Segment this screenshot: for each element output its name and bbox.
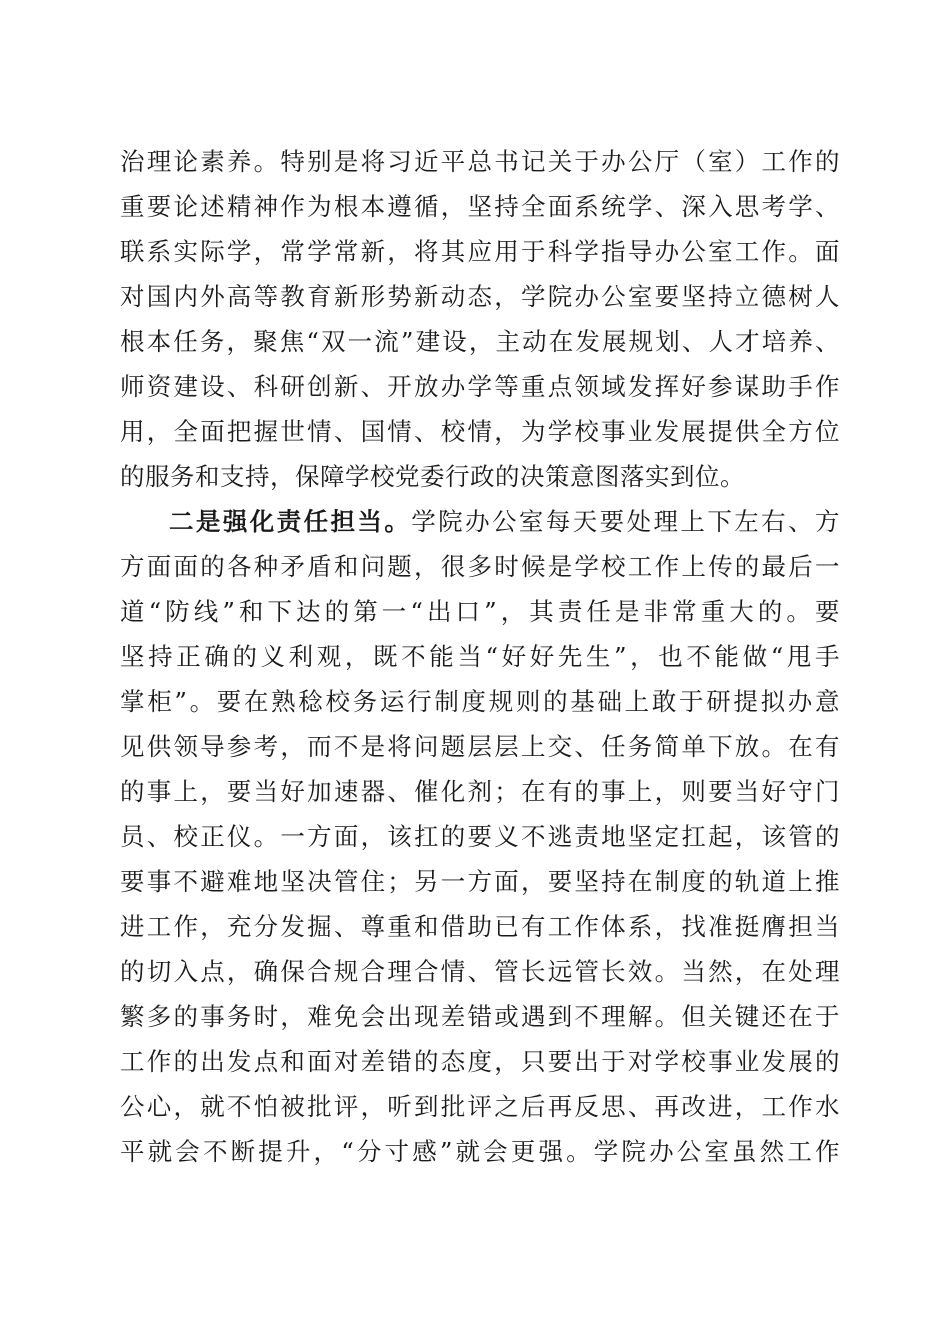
text-line: 对国内外高等教育新形势新动态，学院办公室要坚持立德树人	[120, 282, 840, 311]
text-line: 的事上，要当好加速器、催化剂；在有的事上，则要当好守门	[120, 777, 840, 806]
text-line: 重要论述精神作为根本遵循，坚持全面系统学、深入思考学、	[120, 192, 840, 221]
text-line: 平就会不断提升，“分寸感”就会更强。学院办公室虽然工作	[120, 1137, 840, 1166]
paragraph-1	[120, 139, 840, 499]
paragraph-2-first-line	[120, 499, 840, 544]
text-line: 治理论素养。特别是将习近平总书记关于办公厅（室）工作的	[120, 147, 840, 176]
section-heading: 二是强化责任担当。	[169, 507, 412, 536]
paragraph-2	[120, 499, 840, 1174]
text-line: 坚持正确的义利观，既不能当“好好先生”，也不能做“甩手	[120, 642, 840, 671]
text-fragment: 学院办公室每天要处理上下左右、方	[411, 507, 840, 536]
body-text	[120, 139, 840, 1174]
text-line: 员、校正仪。一方面，该扛的要义不逃责地坚定扛起，该管的	[120, 822, 840, 851]
text-line: 掌柜”。要在熟稔校务运行制度规则的基础上敢于研提拟办意	[120, 687, 840, 716]
text-line: 方面面的各种矛盾和问题，很多时候是学校工作上传的最后一	[120, 552, 840, 581]
text-line: 联系实际学，常学常新，将其应用于科学指导办公室工作。面	[120, 237, 840, 266]
text-line: 师资建设、科研创新、开放办学等重点领域发挥好参谋助手作	[120, 372, 840, 401]
text-line: 要事不避难地坚决管住；另一方面，要坚持在制度的轨道上推	[120, 867, 840, 896]
text-line: 的切入点，确保合规合理合情、管长远管长效。当然，在处理	[120, 957, 840, 986]
text-line: 公心，就不怕被批评，听到批评之后再反思、再改进，工作水	[120, 1092, 840, 1121]
text-line: 繁多的事务时，难免会出现差错或遇到不理解。但关键还在于	[120, 1002, 840, 1031]
text-line: 进工作，充分发掘、尊重和借助已有工作体系，找准挺膺担当	[120, 912, 840, 941]
text-line: 根本任务，聚焦“双一流”建设，主动在发展规划、人才培养、	[120, 327, 840, 356]
text-line: 用，全面把握世情、国情、校情，为学校事业发展提供全方位	[120, 417, 840, 446]
text-line: 道“防线”和下达的第一“出口”，其责任是非常重大的。要	[120, 597, 840, 626]
text-line: 工作的出发点和面对差错的态度，只要出于对学校事业发展的	[120, 1047, 840, 1076]
text-line: 的服务和支持，保障学校党委行政的决策意图落实到位。	[120, 462, 745, 491]
text-line: 见供领导参考，而不是将问题层层上交、任务简单下放。在有	[120, 732, 840, 761]
